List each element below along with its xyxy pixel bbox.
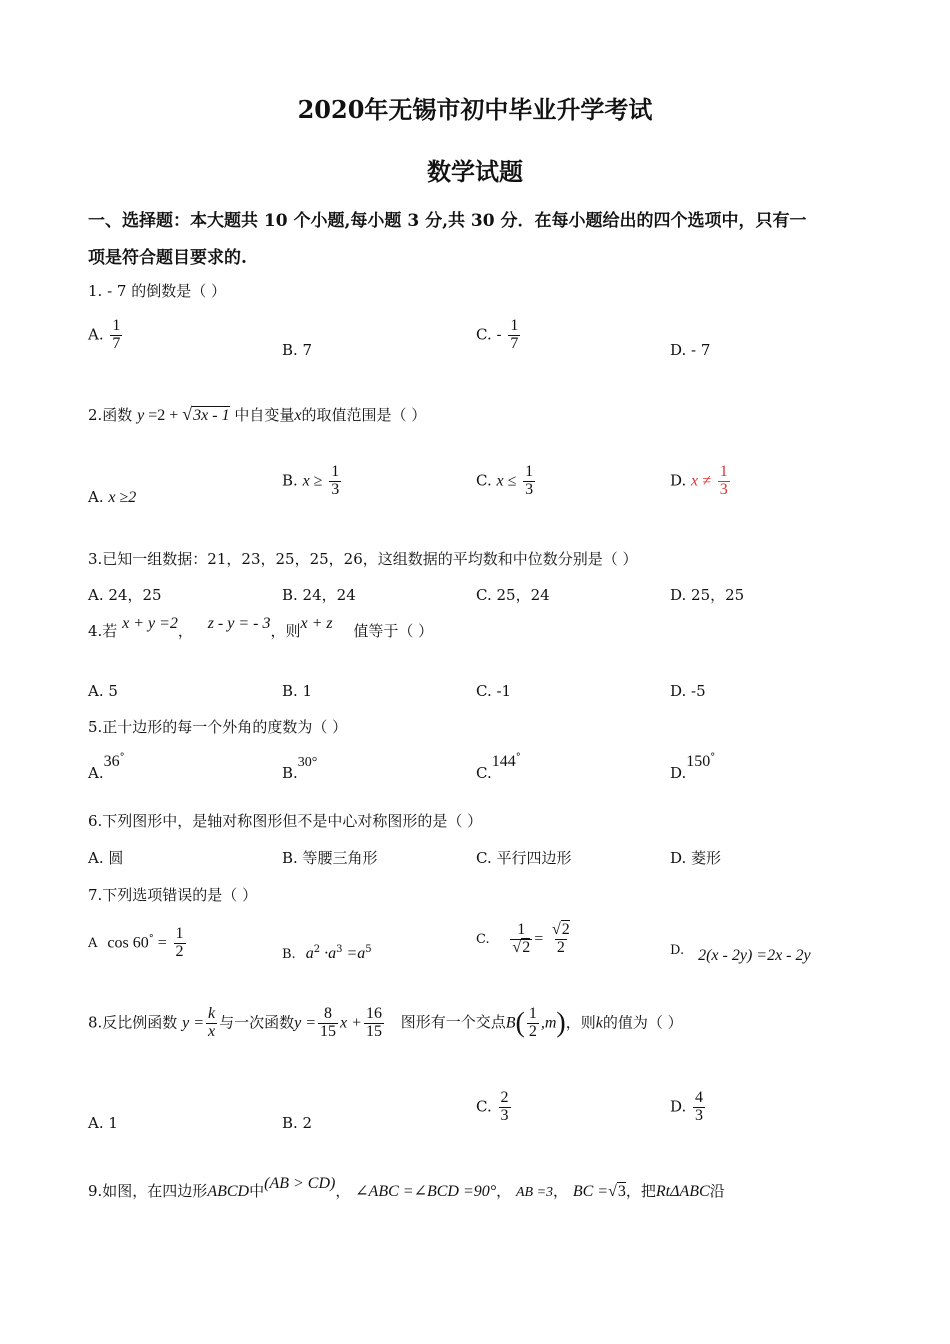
fraction: $\frac{1}{3}$ [331,463,340,498]
q4-option-c: C. -1 [476,682,512,700]
q8-option-d: D. $\frac{4}{3}$ [670,1089,704,1124]
q2-option-b: B. x ≥ $\frac{1}{3}$ [282,463,340,498]
exam-title: 2020年无锡市初中毕业升学考试 [297,95,653,124]
q5-option-b: B.30° [282,755,318,782]
fraction: $\frac{1}{3}$ [525,463,534,498]
exam-subtitle: 数学试题 [427,157,523,186]
q6-option-a: A. 圆 [88,849,124,867]
q1-option-a: A. $\frac{1}{7}$ [88,317,121,352]
q8-option-a: A. 1 [88,1114,118,1132]
q3-stem: 3.已知一组数据：21，23，25，25，26，这组数据的平均数和中位数分别是（ ） [88,550,638,568]
q2-option-d: D. x ≠ $\frac{1}{3}$ [670,463,728,498]
q2-stem: 2.函数 y =2 + √3x - 1 中自变量x的取值范围是（ ） [88,404,427,424]
q5-option-a: A.36° [88,752,125,782]
fraction: $\frac{8}{15}$ [320,1005,337,1040]
q1-option-d: D. - 7 [670,341,711,359]
q1-option-b: B. 7 [282,341,313,359]
q3-option-d: D. 25，25 [670,586,745,604]
q4-option-a: A. 5 [88,682,118,700]
fraction: $\frac{16}{15}$ [365,1005,382,1040]
section-heading-line1: 一、选择题：本大题共 10 个小题,每小题 3 分,共 30 分．在每小题给出的四个选项中，只有一 [88,211,807,231]
q7-option-a: A cos 60° = $\frac{1}{2}$ [88,925,184,960]
q4-stem: 4.若 x + y =2， z - y = - 3，则x + z 值等于（ ） [88,615,434,640]
fraction: $\frac{1}{7}$ [510,317,519,352]
q9-stem: 9.如图，在四边形ABCD中(AB > CD)， ∠ABC =∠BCD =90°， AB =3， BC =√3，把RtΔABC沿 [88,1175,725,1200]
fraction: $\frac{4}{3}$ [695,1089,704,1124]
q6-stem: 6.下列图形中，是轴对称图形但不是中心对称图形的是（ ） [88,812,483,830]
fraction: $\frac{1}{√2}$ [512,921,531,956]
q2-option-c: C. x ≤ $\frac{1}{3}$ [476,463,534,498]
fraction: $\frac{1}{2}$ [175,925,184,960]
q1-option-c: C. - $\frac{1}{7}$ [476,317,519,352]
q5-option-d: D.150° [670,752,716,782]
fraction: $\frac{1}{2}$ [528,1005,537,1040]
fraction: $\frac{1}{7}$ [112,317,121,352]
fraction: $\frac{1}{3}$ [719,463,728,498]
q8-option-c: C. $\frac{2}{3}$ [476,1089,509,1124]
q1-stem: 1. - 7 的倒数是（ ） [88,282,226,300]
fraction: $\frac{2}{3}$ [500,1089,509,1124]
q8-stem: 8.反比例函数 y = $\frac{k}{x}$ 与一次函数y = $\frac{8}{15}$ x + $\frac{16}{15}$ 图形有一个交点B( $\frac{1}{2}$ ,m)，则k的值为（ ） [88,1005,683,1040]
q3-option-c: C. 25，24 [476,586,550,604]
q2-option-a: A. x ≥2 [88,488,137,506]
q5-option-c: C.144° [476,752,521,782]
fraction: $\frac{√2}{2}$ [552,921,570,956]
q7-option-c: C. $\frac{1}{√2}$ = $\frac{√2}{2}$ [476,921,570,956]
q3-option-b: B. 24，24 [282,586,356,604]
q8-option-b: B. 2 [282,1114,313,1132]
q4-option-b: B. 1 [282,682,313,700]
q6-option-d: D. 菱形 [670,849,722,867]
q7-stem: 7.下列选项错误的是（ ） [88,886,258,904]
section-heading-line2: 项是符合题目要求的. [88,248,247,268]
q6-option-c: C. 平行四边形 [476,849,572,867]
q3-option-a: A. 24，25 [88,586,162,604]
q7-option-d: D. 2(x - 2y) =2x - 2y [670,943,811,964]
q7-option-b: B. $a^2 \cdot a^3 =a^5$ [282,944,372,962]
q5-stem: 5.正十边形的每一个外角的度数为（ ） [88,718,348,736]
q4-option-d: D. -5 [670,682,706,700]
q6-option-b: B. 等腰三角形 [282,849,378,867]
fraction: $\frac{k}{x}$ [208,1005,216,1040]
